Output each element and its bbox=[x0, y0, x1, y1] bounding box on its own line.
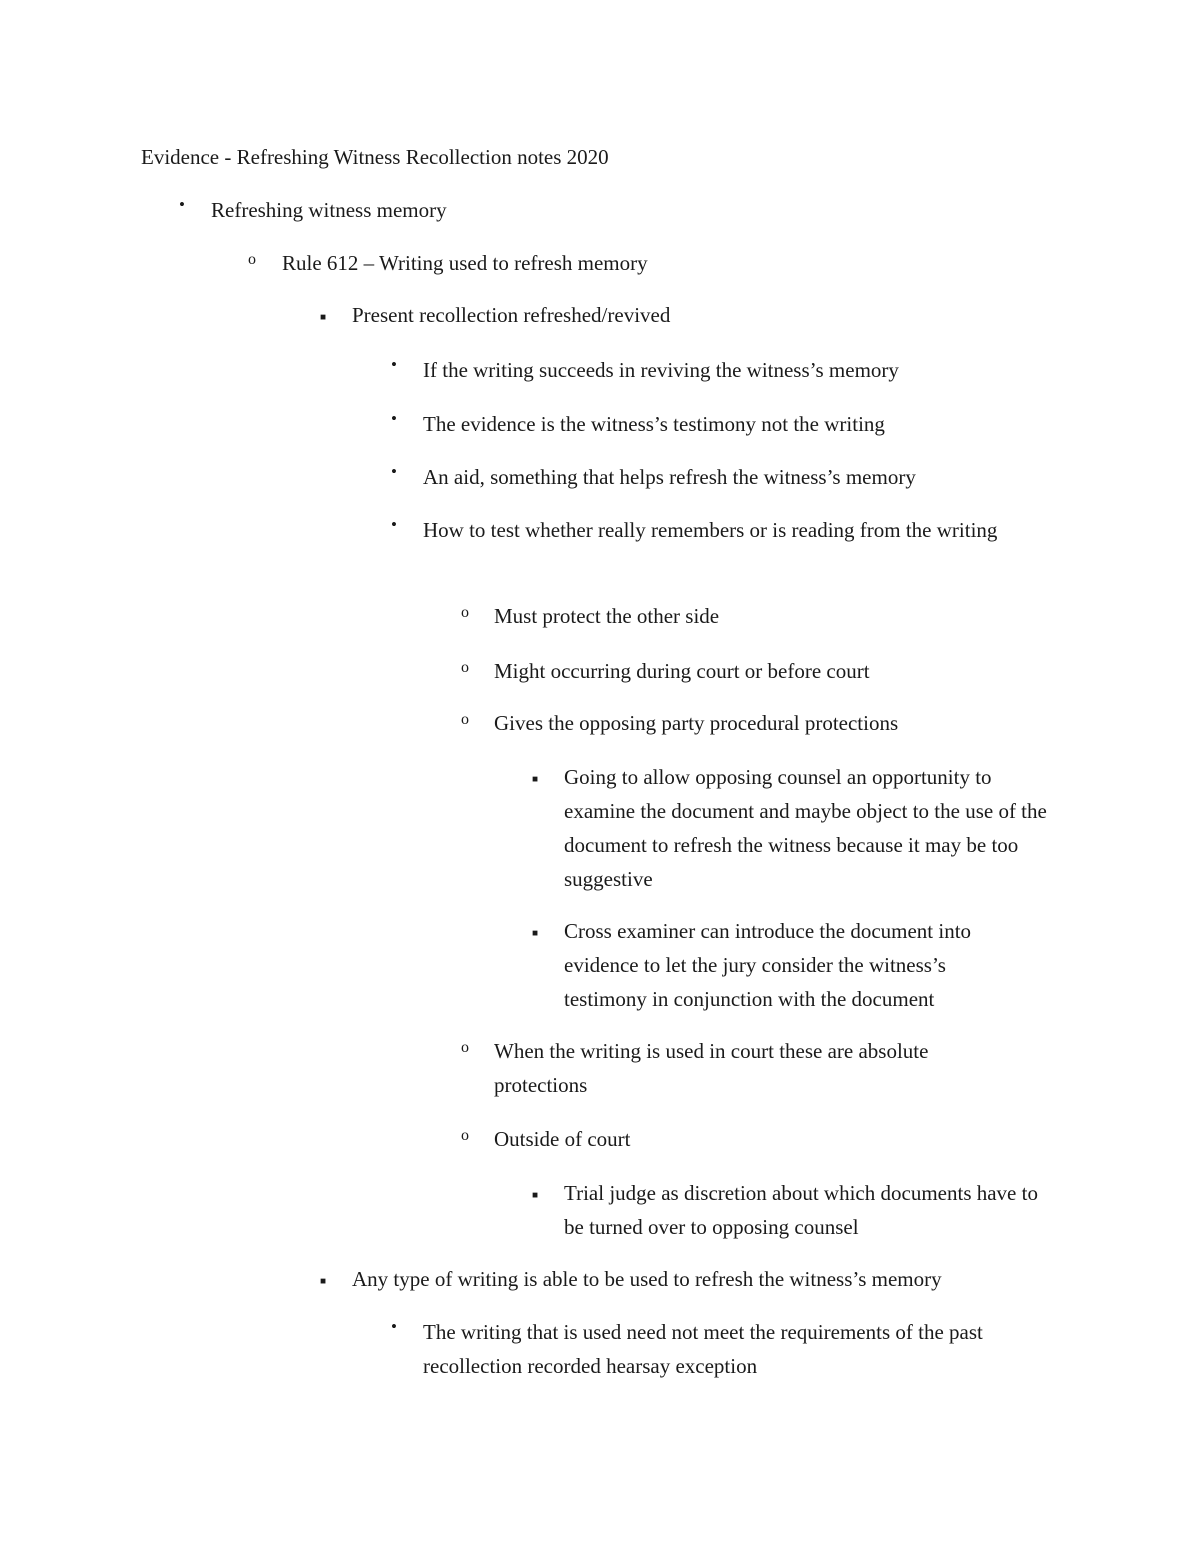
list-item-text: Cross examiner can introduce the document into evidence to let the jury consider the witness’s testimony in conjunction with the document bbox=[564, 919, 972, 1011]
list-item bbox=[461, 706, 1054, 740]
list-item bbox=[391, 353, 1063, 387]
bullet-circle-icon: o bbox=[461, 1039, 469, 1056]
list-item-text: The writing that is used need not meet the requirements of the past recollection recorded hearsay exception bbox=[423, 1320, 983, 1378]
list-item-text: An aid, something that helps refresh the witness’s memory bbox=[423, 465, 916, 489]
list-item-text: Might occurring during court or before court bbox=[494, 659, 870, 683]
bullet-square-icon: ■ bbox=[531, 1190, 539, 1201]
bullet-circle-icon: o bbox=[461, 1127, 469, 1144]
list-item-text: Rule 612 – Writing used to refresh memory bbox=[282, 251, 648, 275]
list-item bbox=[179, 193, 1091, 227]
list-item bbox=[531, 914, 1034, 1016]
bullet-circle-icon: o bbox=[461, 604, 469, 621]
bullet-dot-icon: • bbox=[179, 195, 185, 214]
list-item-text: Gives the opposing party procedural protections bbox=[494, 711, 899, 735]
list-item bbox=[461, 599, 1054, 633]
list-item bbox=[391, 460, 1063, 494]
list-item-text: If the writing succeeds in reviving the witness’s memory bbox=[423, 358, 899, 382]
list-item-text: Must protect the other side bbox=[494, 604, 720, 628]
list-item-text: Any type of writing is able to be used to refresh the witness’s memory bbox=[352, 1267, 942, 1291]
list-item bbox=[319, 298, 1092, 332]
list-item bbox=[248, 246, 1092, 280]
bullet-dot-icon: • bbox=[391, 409, 397, 428]
list-item bbox=[531, 760, 1054, 896]
list-item-text: When the writing is used in court these are absolute protections bbox=[494, 1039, 929, 1097]
bullet-circle-icon: o bbox=[461, 659, 469, 676]
list-item bbox=[461, 654, 1054, 688]
list-item bbox=[391, 1315, 1073, 1383]
list-item-text: Trial judge as discretion about which documents have to be turned over to opposing counsel bbox=[564, 1181, 1038, 1239]
list-item bbox=[391, 407, 1063, 441]
bullet-circle-icon: o bbox=[461, 711, 469, 728]
bullet-dot-icon: • bbox=[391, 515, 397, 534]
page-title: Evidence - Refreshing Witness Recollection notes 2020 bbox=[141, 145, 609, 169]
bullet-dot-icon: • bbox=[391, 462, 397, 481]
bullet-square-icon: ■ bbox=[531, 774, 539, 785]
list-item-text: Outside of court bbox=[494, 1127, 631, 1151]
list-item-text: Refreshing witness memory bbox=[211, 198, 447, 222]
bullet-square-icon: ■ bbox=[319, 312, 327, 323]
bullet-square-icon: ■ bbox=[319, 1276, 327, 1287]
list-item bbox=[391, 513, 1023, 547]
list-item-text: How to test whether really remembers or is reading from the writing bbox=[423, 518, 998, 542]
list-item-text: Present recollection refreshed/revived bbox=[352, 303, 671, 327]
bullet-dot-icon: • bbox=[391, 355, 397, 374]
list-item bbox=[531, 1176, 1054, 1244]
bullet-circle-icon: o bbox=[248, 251, 256, 268]
list-item bbox=[461, 1122, 1054, 1156]
list-item-text: The evidence is the witness’s testimony not the writing bbox=[423, 412, 885, 436]
bullet-square-icon: ■ bbox=[531, 928, 539, 939]
list-item-text: Going to allow opposing counsel an opportunity to examine the document and maybe object to the use of the document to refresh the witness because it may be too suggestive bbox=[564, 765, 1047, 891]
list-item bbox=[319, 1262, 1092, 1296]
list-item bbox=[461, 1034, 1014, 1102]
bullet-dot-icon: • bbox=[391, 1317, 397, 1336]
